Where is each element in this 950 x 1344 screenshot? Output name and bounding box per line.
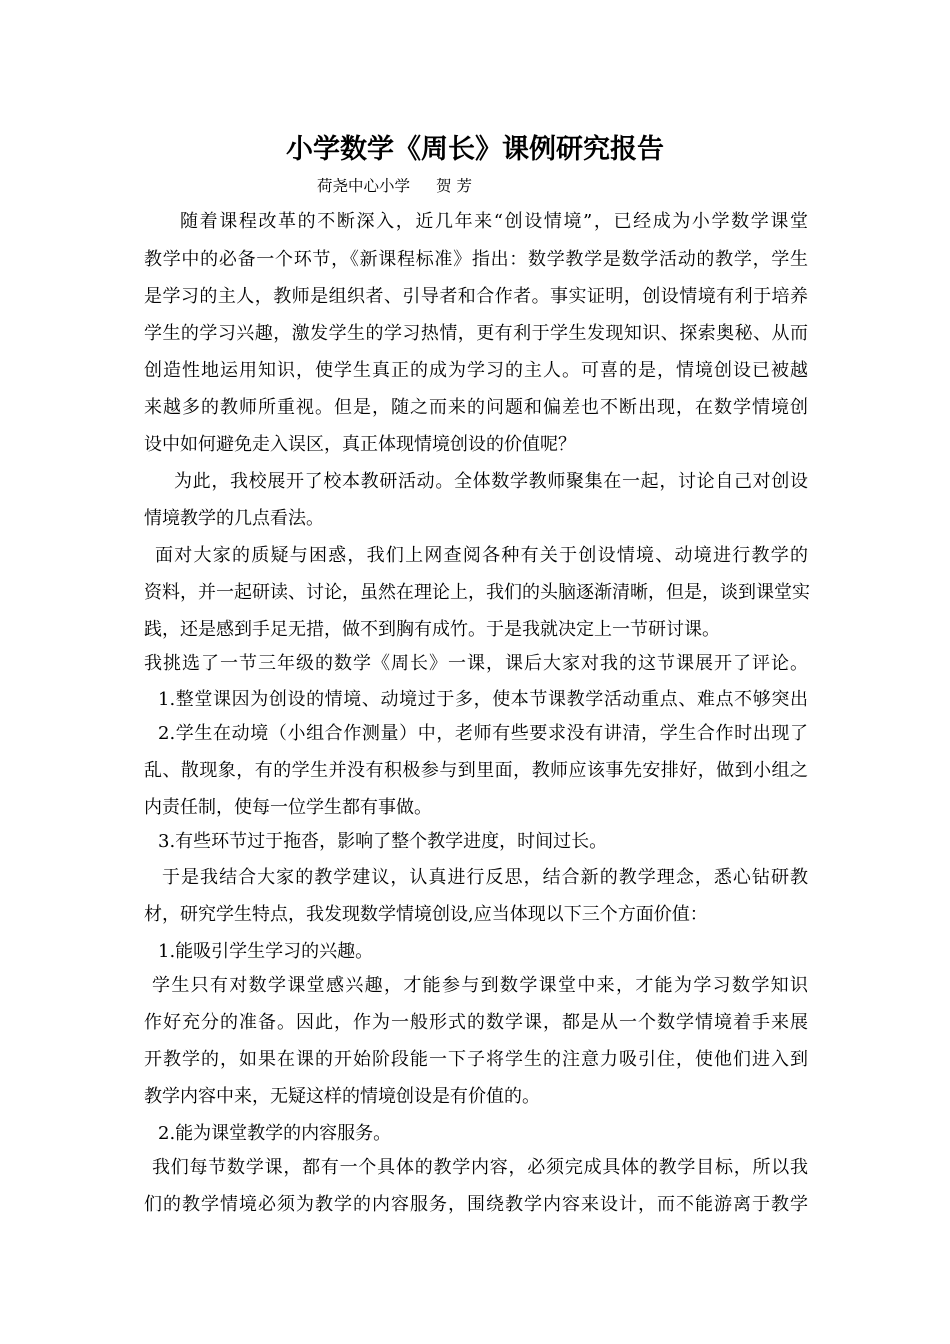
body-line: 作好充分的准备。因此，作为一般形式的数学课，都是从一个数学情境着手来展 — [144, 1012, 808, 1033]
body-line: 我们每节数学课，都有一个具体的教学内容，必须完成具体的教学目标，所以我 — [152, 1157, 808, 1178]
author-line — [317, 174, 472, 198]
section-heading: 2.能为课堂教学的内容服务。 — [158, 1123, 392, 1144]
body-line: 为此，我校展开了校本教研活动。全体数学教师聚集在一起，讨论自己对创设 — [174, 471, 808, 492]
body-line: 开教学的，如果在课的开始阶段能一下子将学生的注意力吸引住，使他们进入到 — [144, 1049, 808, 1070]
body-line: 情境教学的几点看法。 — [144, 508, 324, 529]
body-line: 学生只有对数学课堂感兴趣，才能参与到数学课堂中来，才能为学习数学知识 — [152, 975, 808, 996]
body-line: 资料，并一起研读、讨论，虽然在理论上，我们的头脑逐渐清晰，但是，谈到课堂实 — [144, 582, 810, 603]
body-line: 于是我结合大家的教学建议，认真进行反思，结合新的教学理念，悉心钻研教 — [162, 867, 808, 888]
body-line: 教学内容中来，无疑这样的情境创设是有价值的。 — [144, 1086, 540, 1107]
body-line: 来越多的教师所重视。但是，随之而来的问题和偏差也不断出现，在数学情境创 — [144, 397, 808, 418]
body-line: 随着课程改革的不断深入，近几年来“创设情境”，已经成为小学数学课堂 — [180, 211, 808, 232]
body-line: 材，研究学生特点，我发现数学情境创设,应当体现以下三个方面价值： — [144, 904, 708, 925]
body-line: 们的教学情境必须为教学的内容服务，围绕教学内容来设计，而不能游离于教学 — [144, 1194, 808, 1215]
list-item: 2.学生在动境（小组合作测量）中，老师有些要求没有讲清，学生合作时出现了 — [158, 723, 808, 744]
body-line: 设中如何避免走入误区，真正体现情境创设的价值呢？ — [144, 434, 576, 455]
body-line: 面对大家的质疑与困惑，我们上网查阅各种有关于创设情境、动境进行教学的 — [155, 545, 808, 566]
list-item: 3.有些环节过于拖沓，影响了整个教学进度，时间过长。 — [158, 831, 608, 852]
list-item: 1.整堂课因为创设的情境、动境过于多，使本节课教学活动重点、难点不够突出 — [158, 689, 808, 710]
document-title: 小学数学《周长》课例研究报告 — [286, 134, 664, 165]
body-line: 教学中的必备一个环节，《新课程标准》指出：数学教学是数学活动的教学，学生 — [144, 249, 808, 270]
body-line: 践，还是感到手足无措，做不到胸有成竹。于是我就决定上一节研讨课。 — [144, 619, 720, 640]
body-line: 创造性地运用知识，使学生真正的成为学习的主人。可喜的是，情境创设已被越 — [144, 360, 808, 381]
body-line: 乱、散现象，有的学生并没有积极参与到里面，教师应该事先安排好，做到小组之 — [144, 760, 808, 781]
author-name: 贺 芳 — [436, 177, 472, 195]
body-line: 内责任制，使每一位学生都有事做。 — [144, 797, 432, 818]
body-line: 学生的学习兴趣，激发学生的学习热情，更有利于学生发现知识、探索奥秘、从而 — [144, 323, 808, 344]
body-line: 是学习的主人，教师是组织者、引导者和合作者。事实证明，创设情境有利于培养 — [144, 286, 808, 307]
body-line: 我挑选了一节三年级的数学《周长》一课，课后大家对我的这节课展开了评论。 — [144, 653, 808, 674]
section-heading: 1.能吸引学生学习的兴趣。 — [158, 941, 374, 962]
author-school: 荷尧中心小学 — [317, 177, 411, 195]
